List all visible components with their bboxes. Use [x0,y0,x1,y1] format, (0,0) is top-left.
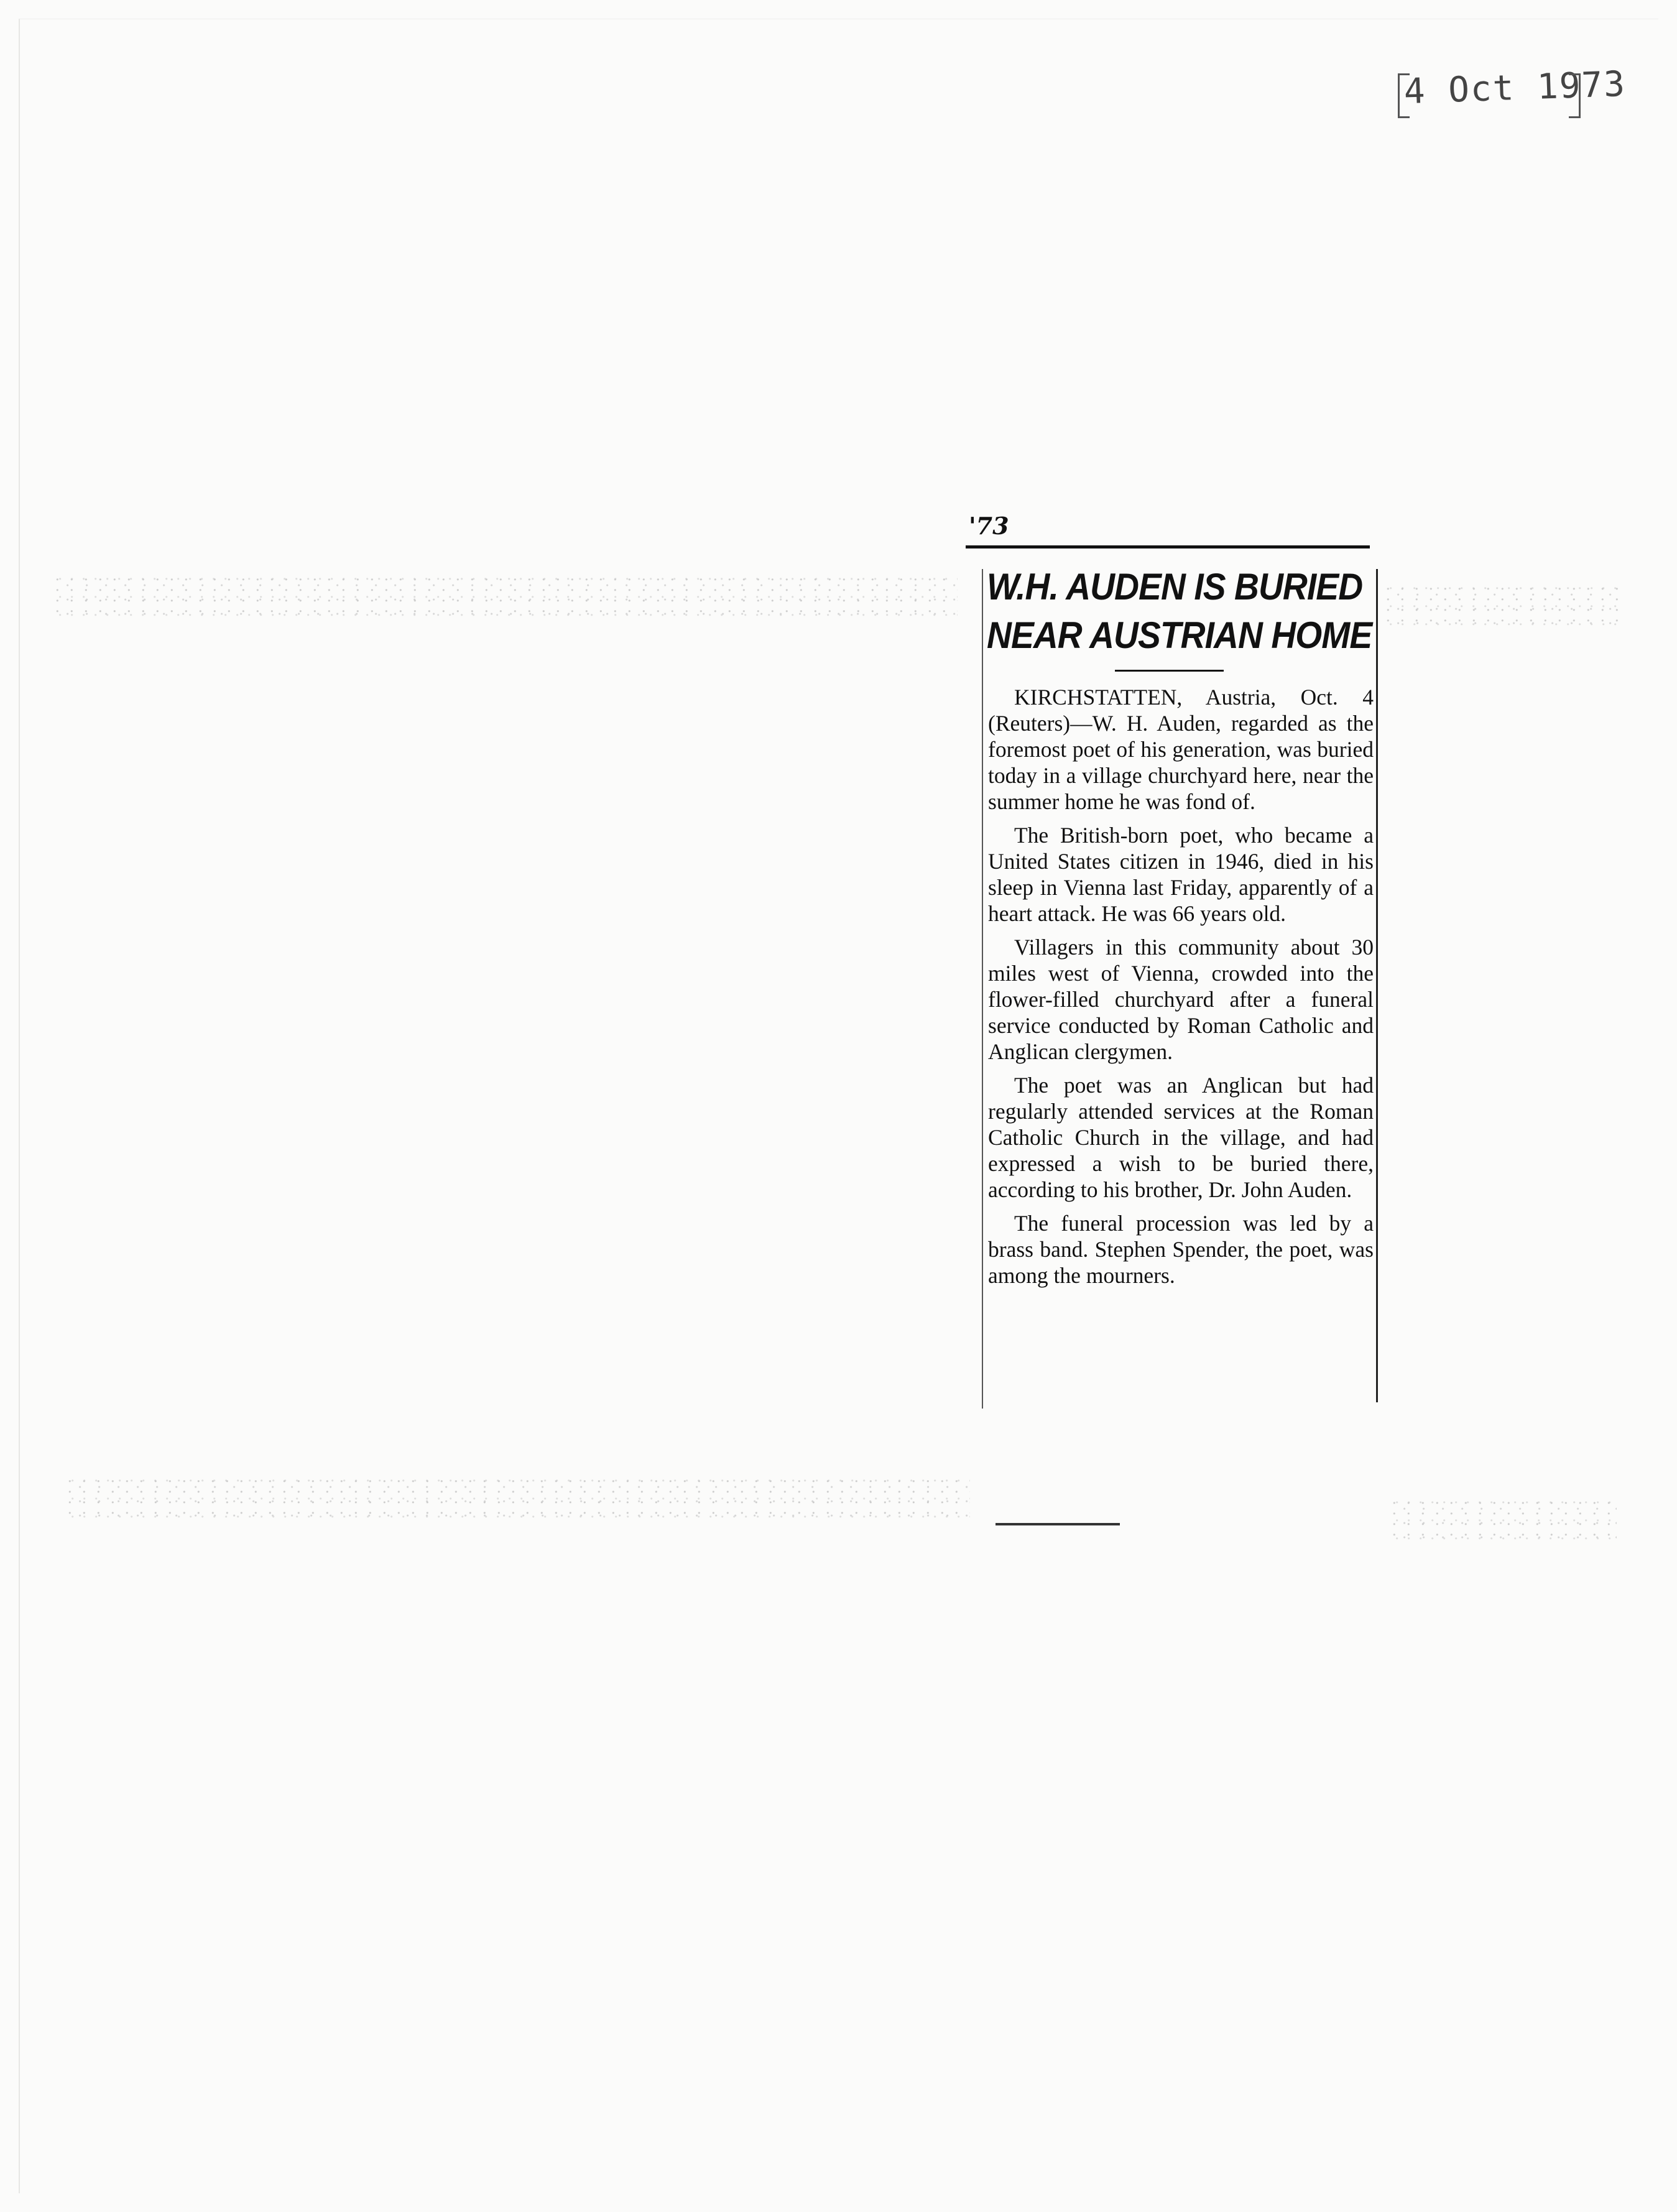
clipping-top-rule [966,545,1370,548]
article-paragraph: The funeral procession was led by a brass band. Stephen Spender, the poet, was among the mourners. [988,1211,1374,1288]
clipping-right-edge [1376,569,1378,1402]
scan-speckle-upper [56,575,958,619]
headline-line-1: W.H. AUDEN IS BURIED [987,566,1363,608]
article-paragraph: KIRCHSTATTEN, Austria, Oct. 4 (Reuters)—W. H. Auden, regarded as the foremost poet of his generation, was buried today in a village churchyard here, near the summer home he was fond of. [988,685,1374,814]
scan-speckle-upper-right [1387,585,1623,628]
headline-rule [1115,670,1224,672]
clipping-page-number: '73 [969,512,1009,540]
handwritten-date-note: 4 Oct 1973 [1403,63,1627,113]
article-paragraph: The British-born poet, who became a United States citizen in 1946, died in his sleep in Vienna last Friday, apparently of a heart attack. He was 66 years old. [988,823,1374,926]
headline-line-2: NEAR AUSTRIAN HOME [987,614,1372,656]
date-bracket-right [1569,73,1581,118]
clipping-bottom-rule [996,1523,1120,1525]
clipping-left-edge [982,569,983,1409]
newspaper-clipping [966,507,1390,1527]
sheet-edge [19,19,1658,2193]
scan-speckle-lower-right [1393,1499,1617,1542]
article-headline [987,563,1372,660]
article-paragraph: The poet was an Anglican but had regularly attended services at the Roman Catholic Church in the village, and had expressed a wish to be buried there, according to his brother, Dr. John Auden. [988,1073,1374,1202]
article-paragraph: Villagers in this community about 30 miles west of Vienna, crowded into the flower-filled churchyard after a funeral service conducted by Roman Catholic and Anglican clergymen. [988,935,1374,1064]
article-body [988,684,1374,1296]
scan-speckle-lower [68,1477,970,1520]
